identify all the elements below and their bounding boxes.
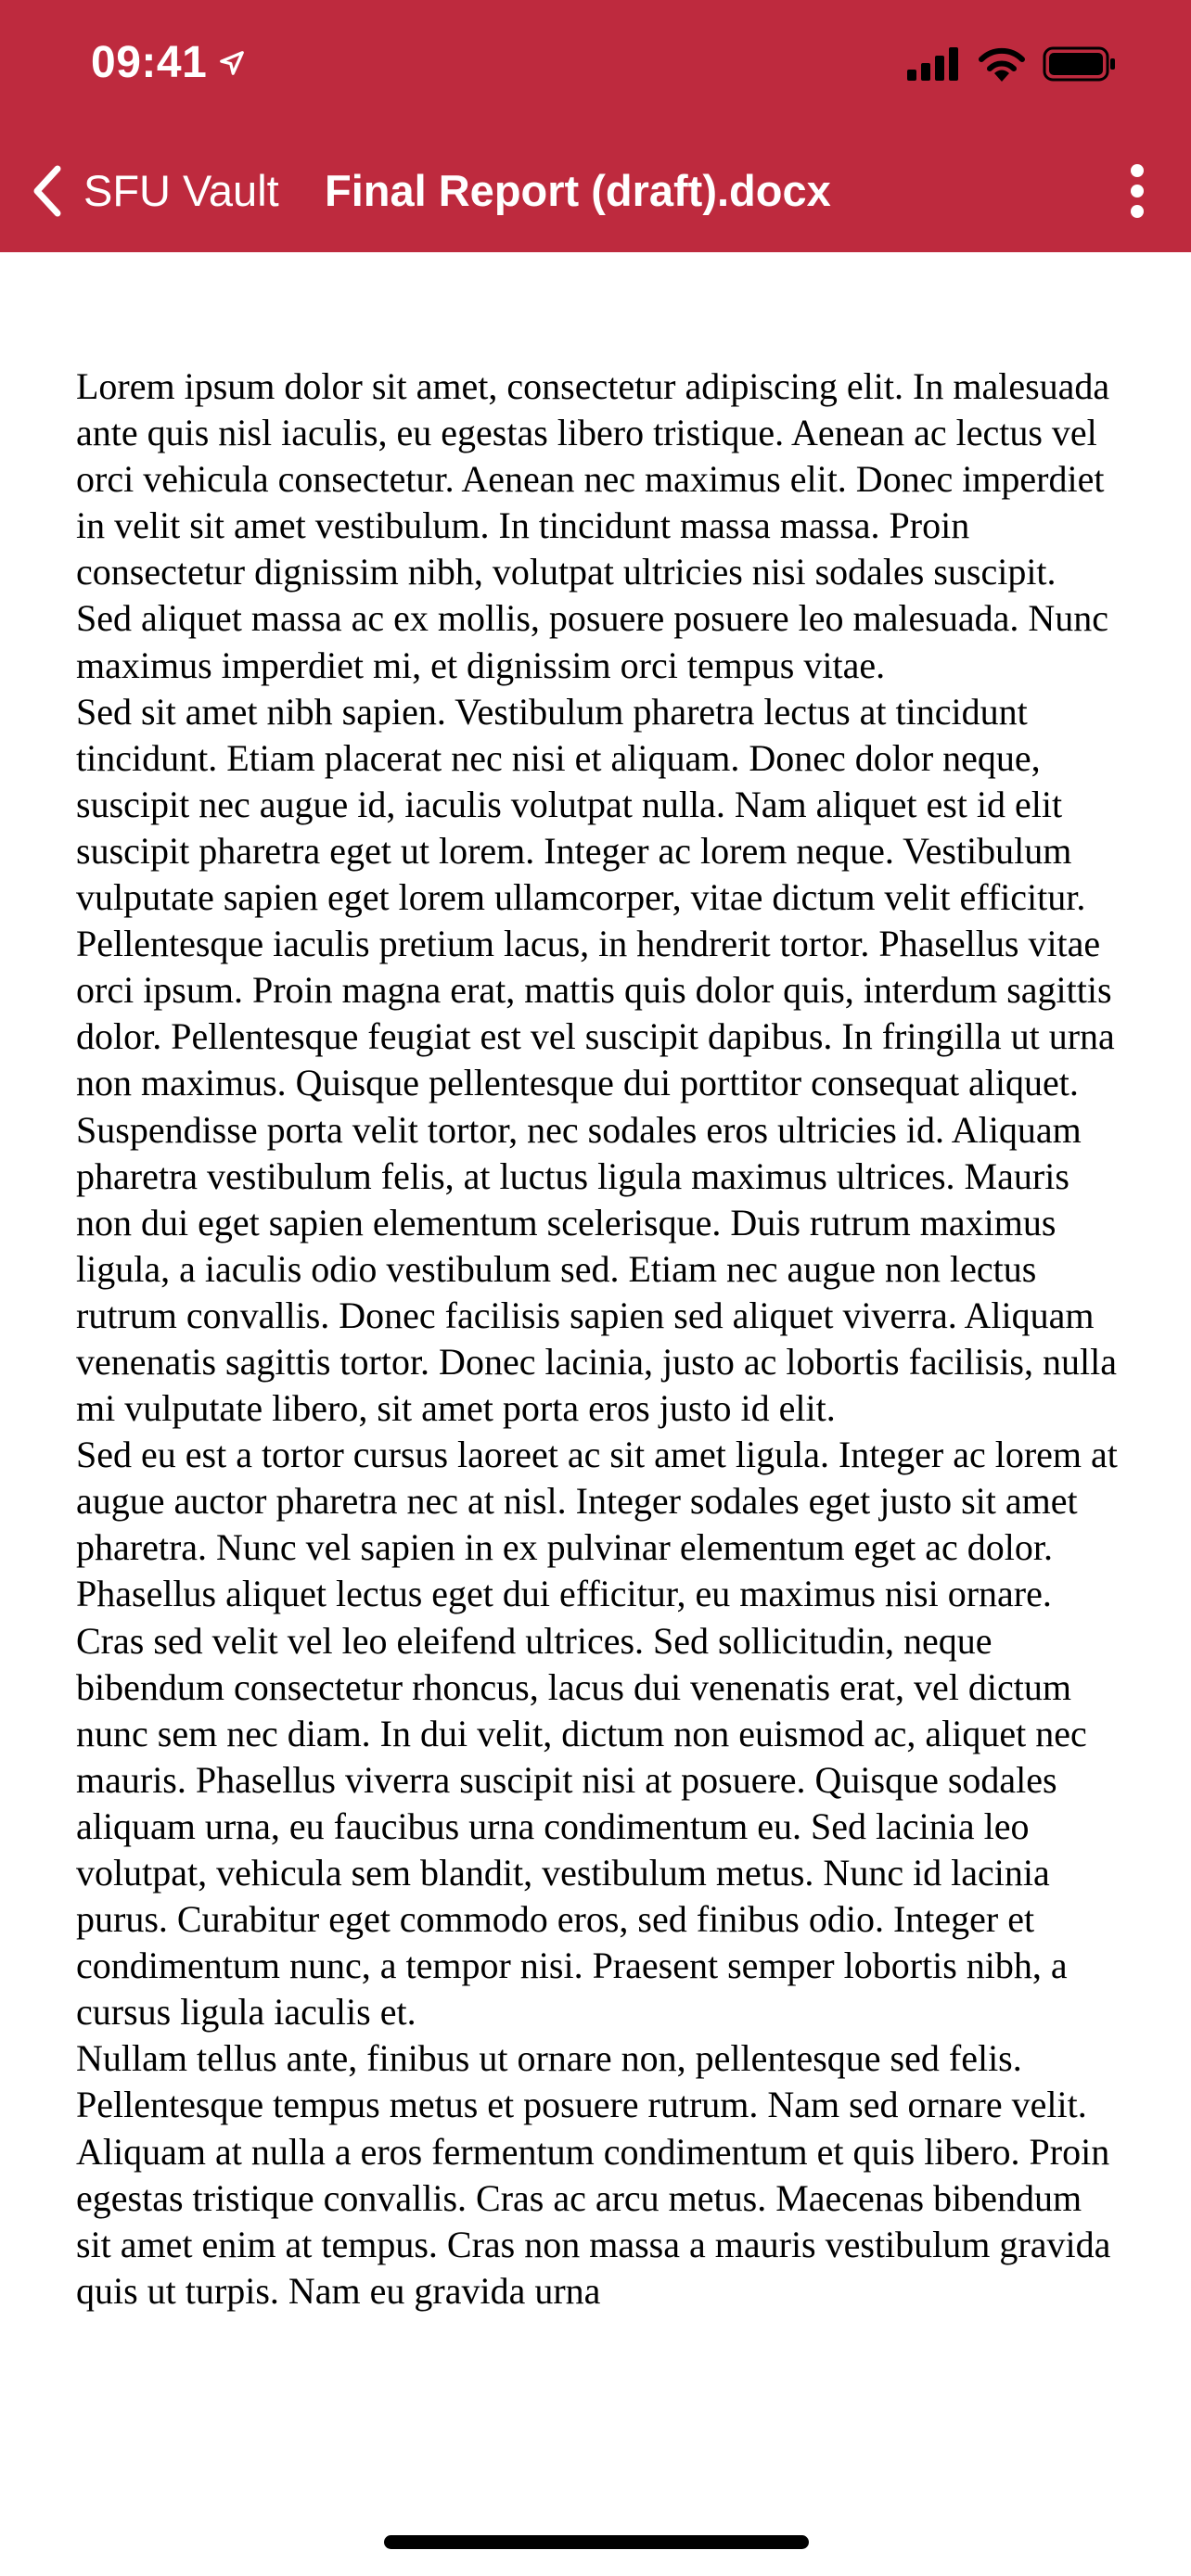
status-bar bbox=[0, 0, 1191, 130]
more-vertical-icon[interactable] bbox=[1121, 163, 1154, 219]
status-icons bbox=[907, 46, 1117, 82]
document-paragraph: Sed eu est a tortor cursus laoreet ac sit amet ligula. Integer ac lorem at augue auctor pharetra nec at nisl. Integer sodales eget justo sit amet pharetra. Nunc vel sapien in ex pulvinar elementum eget ac dolor. Phasellus aliquet lectus eget dui efficitur, eu maximus nisi ornare. Cras sed velit vel leo eleifend ultrices. Sed sollicitudin, neque bibendum consectetur rhoncus, lacus dui venenatis erat, vel dictum nunc sem nec diam. In dui velit, dictum non euismod ac, aliquet nec mauris. Phasellus viverra suscipit nisi at posuere. Quisque sodales aliquam urna, eu faucibus urna condimentum eu. Sed lacinia leo volutpat, vehicula sem blandit, vestibulum metus. Nunc id lacinia purus. Curabitur eget commodo eros, sed finibus odio. Integer et condimentum nunc, a tempor nisi. Praesent semper lobortis nibh, a cursus ligula iaculis et. bbox=[76, 1434, 1118, 2034]
document-body bbox=[76, 363, 1120, 2474]
document-title: Final Report (draft).docx bbox=[325, 166, 831, 215]
document-paragraph: Sed sit amet nibh sapien. Vestibulum pharetra lectus at tincidunt tincidunt. Etiam placerat nec nisi et aliquam. Donec dolor neque, suscipit nec augue id, iaculis volutpat nulla. Nam aliquet est id elit suscipit pharetra eget ut lorem. Integer ac lorem neque. Vestibulum vulputate sapien eget lorem ullamcorper, vitae dictum velit efficitur. Pellentesque iaculis pretium lacus, in hendrerit tortor. Phasellus vitae orci ipsum. Proin magna erat, mattis quis dolor quis, interdum sagittis dolor. Pellentesque feugiat est vel suscipit dapibus. In fringilla ut urna non maximus. Quisque pellentesque dui porttitor consequat aliquet. Suspendisse porta velit tortor, nec sodales eros ultricies id. Aliquam pharetra vestibulum felis, at luctus ligula maximus ultrices. Mauris non dui eget sapien elementum scelerisque. Duis rutrum maximus ligula, a iaculis odio vestibulum sed. Etiam nec augue non lectus rutrum convallis. Donec facilisis sapien sed aliquet viverra. Aliquam venenatis sagittis tortor. Donec lacinia, justo ac lobortis facilisis, nulla mi vulputate libero, sit amet porta eros justo id elit. bbox=[76, 690, 1117, 1430]
document-paragraph: Nullam tellus ante, finibus ut ornare non, pellentesque sed felis. Pellentesque tempus metus et posuere rutrum. Nam sed ornare velit. Aliquam at nulla a eros fermentum condimentum et quis libero. Proin egestas tristique convallis. Cras ac arcu metus. Maecenas bibendum sit amet enim at tempus. Cras non massa a mauris vestibulum gravida quis ut turpis. Nam eu gravida urna bbox=[76, 2037, 1111, 2312]
document-paragraph: Lorem ipsum dolor sit amet, consectetur adipiscing elit. In malesuada ante quis nisl iaculis, eu egestas libero tristique. Aenean ac lectus vel orci vehicula consectetur. Aenean nec maximus elit. Donec imperdiet in velit sit amet vestibulum. In tincidunt massa massa. Proin consectetur dignissim nibh, volutpat ultricies nisi sodales suscipit. Sed aliquet massa ac ex mollis, posuere posuere leo malesuada. Nunc maximus imperdiet mi, et dignissim orci tempus vitae. bbox=[76, 365, 1110, 686]
status-time bbox=[91, 37, 246, 88]
navigation-bar bbox=[0, 148, 1191, 232]
back-button[interactable] bbox=[32, 165, 279, 217]
chevron-left-icon bbox=[32, 165, 63, 217]
status-time-text: 09:41 bbox=[91, 38, 208, 87]
battery-icon bbox=[1043, 46, 1117, 82]
back-button-label: SFU Vault bbox=[83, 166, 279, 215]
document-viewer[interactable] bbox=[0, 252, 1191, 2474]
cellular-signal-icon bbox=[907, 47, 961, 81]
location-arrow-icon bbox=[218, 49, 246, 77]
home-indicator[interactable] bbox=[384, 2535, 809, 2549]
app-header bbox=[0, 0, 1191, 252]
wifi-icon bbox=[978, 46, 1026, 82]
